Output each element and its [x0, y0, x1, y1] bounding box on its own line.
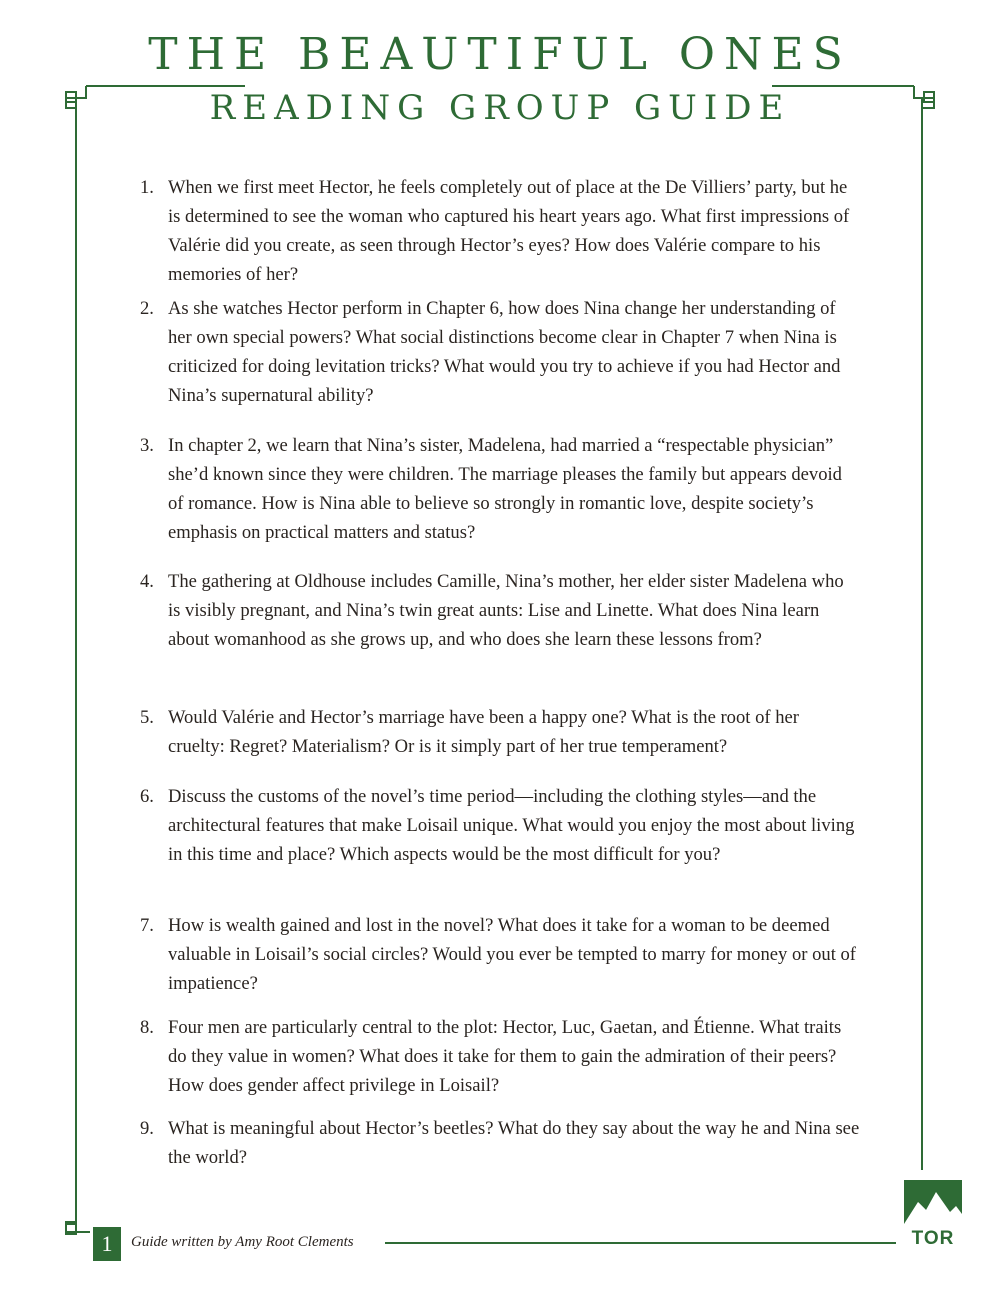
question-number: 4.: [140, 571, 154, 592]
question-text: How is wealth gained and lost in the novel? What does it take for a woman to be deemed valuable in Loisail’s social circles? Would you ever be tempted to marry for money or out of impatience?: [168, 915, 856, 994]
question-text: As she watches Hector perform in Chapter 6, how does Nina change her understanding of her own special powers? What social distinctions become clear in Chapter 7 when Nina is criticized for doing levitation tricks? What would you try to achieve if you had Hector and Nina’s supernatural ability?: [168, 298, 841, 406]
page-subtitle: READING GROUP GUIDE: [209, 88, 791, 128]
question-item: [140, 173, 860, 294]
publisher-logo-text: TOR: [911, 1228, 955, 1249]
question-number: 6.: [140, 786, 154, 807]
question-text: Discuss the customs of the novel’s time period—including the clothing styles—and the architectural features that make Loisail unique. What would you enjoy the most about living in this time and place? Which aspects would be the most difficult for you?: [168, 786, 855, 865]
question-number: 8.: [140, 1017, 154, 1038]
question-item: [140, 703, 860, 782]
question-text: Would Valérie and Hector’s marriage have been a happy one? What is the root of her cruelty: Regret? Materialism? Or is it simply part of her true temperament?: [168, 707, 799, 757]
question-text: What is meaningful about Hector’s beetles? What do they say about the way he and Nina see the world?: [168, 1118, 860, 1168]
question-text: Four men are particularly central to the plot: Hector, Luc, Gaetan, and Étienne. What traits do they value in women? What does it take for them to gain the admiration of their peers? How does gender affect privilege in Loisail?: [168, 1017, 842, 1096]
author-credit: Guide written by Amy Root Clements: [131, 1234, 354, 1250]
question-text: In chapter 2, we learn that Nina’s sister, Madelena, had married a “respectable physician” she’d known since they were children. The marriage pleases the family but appears devoid of romance. How is Nina able to believe so strongly in romantic love, despite society’s emphasis on practical matters and status?: [168, 435, 842, 543]
question-item: [140, 911, 860, 1013]
question-number: 7.: [140, 915, 154, 936]
question-item: [140, 782, 860, 911]
page-number: 1: [93, 1227, 121, 1261]
question-list: [140, 173, 860, 1174]
question-text: The gathering at Oldhouse includes Camille, Nina’s mother, her elder sister Madelena who is visibly pregnant, and Nina’s twin great aunts: Lise and Linette. What does Nina learn about womanhood as she grows up, and who does she learn these lessons from?: [168, 571, 844, 650]
question-item: [140, 294, 860, 431]
question-number: 1.: [140, 177, 154, 198]
question-number: 2.: [140, 298, 154, 319]
question-item: [140, 1114, 860, 1174]
question-item: [140, 431, 860, 567]
title-block: [0, 28, 1000, 130]
question-item: [140, 567, 860, 703]
question-number: 9.: [140, 1118, 154, 1139]
question-text: When we first meet Hector, he feels completely out of place at the De Villiers’ party, but he is determined to see the woman who captured his heart years ago. What first impressions of Valérie did you create, as seen through Hector’s eyes? How does Valérie compare to his memories of her?: [168, 177, 850, 285]
page-title: THE BEAUTIFUL ONES: [148, 29, 852, 80]
question-number: 5.: [140, 707, 154, 728]
question-item: [140, 1013, 860, 1114]
question-number: 3.: [140, 435, 154, 456]
